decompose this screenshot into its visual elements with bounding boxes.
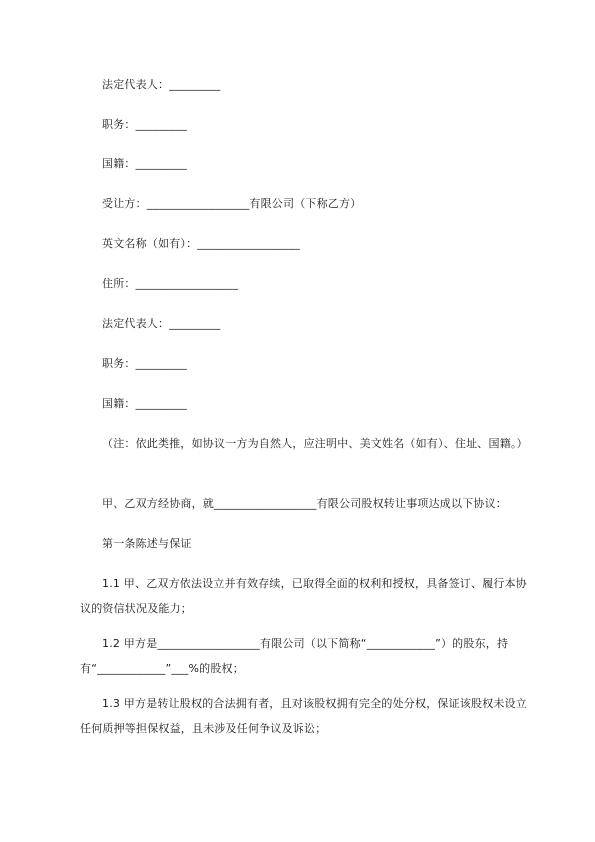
clause-1-3: 1.3 甲方是转让股权的合法拥有者，且对该股权拥有完全的处分权，保证该股权未设立任何质押等担保权益，且未涉及任何争议及诉讼； (80, 697, 527, 735)
party-a-legal-rep: 法定代表人：_________ (102, 78, 221, 91)
clause-1-1: 1.1 甲、乙双方依法设立并有效存续，已取得全面的权利和授权，具备签订、履行本协议的资信状况及能力； (80, 577, 527, 615)
party-b-position: 职务：_________ (102, 357, 187, 370)
party-b-nationality: 国籍：_________ (102, 397, 187, 410)
article-1-title: 第一条陈述与保证 (102, 537, 192, 550)
party-b-address: 住所：__________________ (102, 277, 239, 290)
party-a-position: 职务：_________ (102, 118, 187, 131)
party-b-transferee: 受让方：__________________有限公司（下称乙方） (102, 197, 362, 210)
clause-1-2: 1.2 甲方是__________________有限公司（以下简称“____________”）的股东，持有“____________”___%的股权； (80, 637, 509, 675)
note-paragraph: （注：依此类推，如协议一方为自然人，应注明中、美文姓名（如有）、住址、国籍。） (102, 437, 528, 450)
party-b-legal-rep: 法定代表人：_________ (102, 317, 221, 330)
party-a-nationality: 国籍：_________ (102, 157, 187, 170)
party-b-english-name: 英文名称（如有）：__________________ (102, 237, 300, 250)
intro-paragraph: 甲、乙双方经协商，就__________________有限公司股权转让事项达成以下协议： (102, 497, 507, 510)
